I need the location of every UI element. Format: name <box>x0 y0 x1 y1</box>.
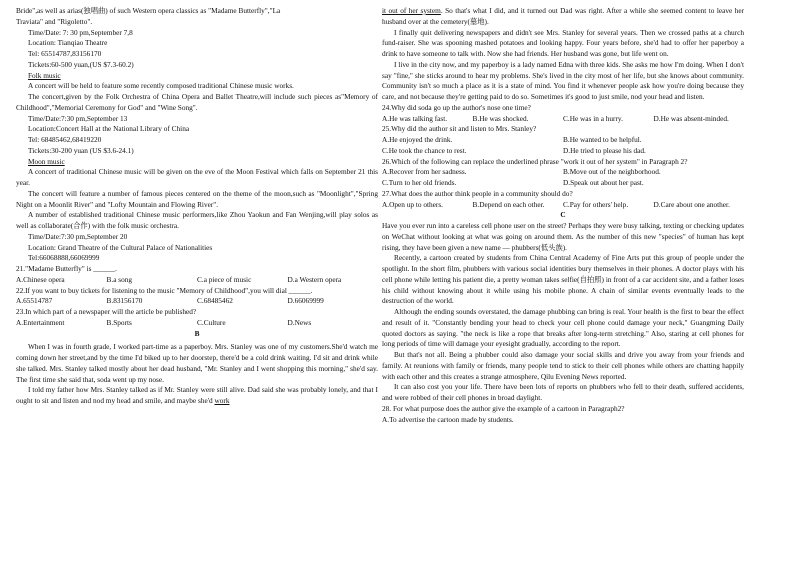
event-location: Location:Concert Hall at the National Library of China <box>28 124 190 134</box>
question-26-options <box>382 167 744 189</box>
event-time: Time/Date: 7: 30 pm,September 7,8 <box>28 27 133 37</box>
option: C.68485462 <box>197 296 233 306</box>
paragraph: It can also cost you your life. There have been lots of reports on phubbers who fell to their death, suffered accidents, and were robbed of their cell phones in broad daylight. <box>382 382 744 402</box>
option: D.News <box>287 317 312 327</box>
option: A.Entertainment <box>16 317 65 327</box>
paragraph: Have you ever run into a careless cell phone user on the street? Perhaps they were busy talking, texting or checking updates on WeChat without looking at what was going on around them. As the number of this new "species" of human has kept rising, they have been given a new name — phubbers(低头族). <box>382 221 744 252</box>
paragraph <box>16 385 378 407</box>
underlined-phrase: it out of her system <box>382 6 441 15</box>
paragraph <box>382 6 744 28</box>
right-column <box>382 6 744 425</box>
question-22: 22.If you want to buy tickets for listening to the music "Memory of Childhood",you will dial ______. <box>16 285 313 295</box>
option: C.Culture <box>197 317 226 327</box>
question-27-options <box>382 200 744 211</box>
option: B.Depend on each other. <box>472 199 545 209</box>
question-24-options <box>382 114 744 125</box>
option: A.To advertise the cartoon made by students. <box>382 414 514 424</box>
option: C.He took the chance to rest. <box>382 145 467 155</box>
section-label-c: C <box>560 210 566 220</box>
option: A.He was talking fast. <box>382 113 448 123</box>
option: A.Open up to others. <box>382 199 444 209</box>
paragraph: When I was in fourth grade, I worked part-time as a paperboy. Mrs. Stanley was one of my customers.She'd watch me coming down her street,and by the time I'd biked up to her doorstep, there'd be a cold drink waiting. I'd sit and drink while she talked. Mrs. Stanley talked mostly about her dead husband, "Mr. Stanley and I went shopping this morning," she'd say. The first time she said that, soda went up my nose. <box>16 342 378 384</box>
paragraph: A concert of traditional Chinese music will be given on the eve of the Moon Festival which falls on September 21 this year. <box>16 167 378 187</box>
question-23-options <box>16 318 378 329</box>
question-22-options <box>16 296 378 307</box>
question-25-options <box>382 135 744 157</box>
question-24: 24.Why did soda go up the author's nose one time? <box>382 102 531 112</box>
option: B.a song <box>106 274 133 284</box>
paragraph: A number of established traditional Chinese music performers,like Zhou Yaokun and Fan Wenjing,will play solos as well as collaborate(合作) with the folk music orchestra. <box>16 210 378 230</box>
left-column <box>16 6 378 407</box>
section-heading-folk-music: Folk music <box>28 70 61 80</box>
question-27: 27.What does the author think people in a community should do? <box>382 188 573 198</box>
option: A.He enjoyed the drink. <box>382 135 453 144</box>
section-heading-moon-music: Moon music <box>28 156 65 166</box>
option: D.He was absent-minded. <box>653 113 729 123</box>
option: D.He tried to please his dad. <box>563 145 646 155</box>
paragraph: A concert will be held to feature some recently composed traditional Chinese music works. <box>28 81 294 91</box>
question-28: 28. For what purpose does the author give the example of a cartoon in Paragraph2? <box>382 403 625 413</box>
option: D.66069999 <box>287 296 324 306</box>
event-tickets: Tickets:60-500 yuan,(US $7.3-60.2) <box>28 59 134 69</box>
event-tel: Tel:66068888,66069999 <box>28 253 100 263</box>
question-25: 25.Why did the author sit and listen to Mrs. Stanley? <box>382 124 537 134</box>
paragraph-text: I told my father how Mrs. Stanley talked as if Mr. Stanley were still alive. Dad said she was probably lonely, and that I ought to sit and listen and nod my head and smile, and maybe she'd <box>16 385 378 405</box>
option: B.Move out of the neighborhood. <box>563 167 661 177</box>
paragraph: Although the ending sounds overstated, the damage phubbing can bring is real. Your health is the first to bear the effect and result of it. "Constantly bending your head to check your cell phone could damage your neck," Guangming Daily quoted doctors as saying. "the neck is like a rope that breaks after long-term stretching." Also, staring at cell phones for long periods of time will damage your eyesight gradually, according to the report. <box>382 307 744 349</box>
paragraph: The concert will feature a number of famous pieces centered on the theme of the moon,such as "Moonlight","Spring Night on a Moonlit River" and "Lofty Mountain and Flowing River". <box>16 188 378 209</box>
option: D.a Western opera <box>287 274 342 284</box>
option: A.Recover from her sadness. <box>382 167 467 177</box>
paragraph: Recently, a cartoon created by students from China Central Academy of Fine Arts put this group of people under the spotlight. In the short film, phubbers with various social identities bury themselves in their phones. A doctor plays with his cell phone while letting his patient die, a pretty woman takes selfie(自拍照) in front of a car accident site, and a father loses his child without knowing about it while using his mobile phone. A chain of similar events eventually leads to the destruction of the world. <box>382 253 744 306</box>
paragraph: I finally quit delivering newspapers and didn't see Mrs. Stanley for several years. Then we crossed paths at a church fund-raiser. She was spooning mashed potatoes and looking happy. Four years before, she'd had to offer her paperboy a drink to have someone to talk with. Now she had friends. Her husband was gone, but life went on. <box>382 27 744 58</box>
question-21: 21."Madame Butterfly" is ______. <box>16 264 118 273</box>
paragraph: I live in the city now, and my paperboy is a lady named Edna with three kids. She asks me how I'm doing. When I don't say "fine," she sticks around to hear my problems. She's lived in the city most of her life, but she knows about community. Community isn't so much a place as it is a state of mind. You find it whenever people ask how you're doing because they care, and not because they're getting paid to do so. Sometimes it's good to just smile, nod your head and listen. <box>382 59 744 101</box>
option: A.Chinese opera <box>16 274 65 284</box>
underlined-phrase: work <box>214 396 230 405</box>
event-location: Location: Tianqiao Theatre <box>28 38 108 48</box>
option: B.He was shocked. <box>472 113 529 123</box>
option: B.83156170 <box>106 296 143 306</box>
option: C.Pay for others' help. <box>563 199 629 209</box>
option: C.He was in a hurry. <box>563 113 623 123</box>
option: C.Turn to her old friends. <box>382 178 457 187</box>
question-26: 26.Which of the following can replace the underlined phrase "work it out of her system" in Paragraph 2? <box>382 156 688 166</box>
event-time: Time/Date:7:30 pm,September 20 <box>28 231 128 241</box>
event-tel: Tel: 65514787,83156170 <box>28 49 102 58</box>
event-location: Location: Grand Theatre of the Cultural Palace of Nationalities <box>28 242 213 252</box>
event-tickets: Tickets:30-200 yuan (US $3.6-24.1) <box>28 145 134 155</box>
option: D.Speak out about her past. <box>563 178 644 187</box>
option: D.Care about one another. <box>653 199 730 209</box>
intro-line: Bride",as well as arias(独唱曲) of such Western opera classics as "Madame Butterfly","La <box>16 6 281 15</box>
option: A.65514787 <box>16 296 53 306</box>
option: B.Sports <box>106 317 132 327</box>
question-23: 23.In which part of a newspaper will the article be published? <box>16 307 197 316</box>
section-label-b: B <box>194 328 200 338</box>
paragraph: The concert,given by the Folk Orchestra of China Opera and Ballet Theatre,will include such pieces as"Memory of Childhood","Memorial Ceremony for God" and "Wine Song". <box>16 92 378 112</box>
option: B.He wanted to be helpful. <box>563 135 642 144</box>
paragraph-text: . So that's what I did, and it turned out Dad was right. After a while she seemed content to leave her husband over at the cemetery(墓地). <box>382 6 745 26</box>
event-tel: Tel: 68485462,68419220 <box>28 135 102 144</box>
paragraph: But that's not all. Being a phubber could also damage your social skills and drive you away from your friends and family. At reunions with family or friends, many people tend to stick to their cell phones while others are chatting happily with each other and this creates a strange atmosphere, Qilu Evening News reported. <box>382 350 744 381</box>
option: C.a piece of music <box>197 274 252 284</box>
question-21-options <box>16 275 378 286</box>
event-time: Time/Date:7:30 pm,September 13 <box>28 113 128 123</box>
intro-line: Traviata" and "Rigoletto". <box>16 16 93 26</box>
